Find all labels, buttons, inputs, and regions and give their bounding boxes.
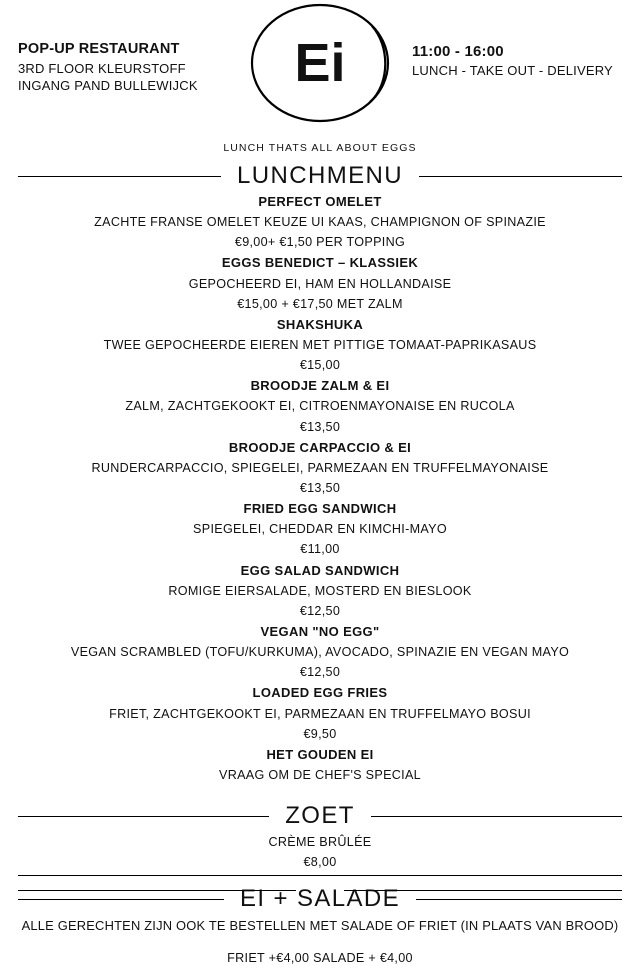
- menu-item: [18, 499, 622, 559]
- menu-item-name: BROODJE CARPACCIO & EI: [228, 439, 412, 455]
- menu-item-description: SPIEGELEI, CHEDDAR EN KIMCHI-MAYO: [193, 522, 447, 537]
- menu-item-name: EGGS BENEDICT – KLASSIEK: [221, 255, 419, 271]
- menu-item: [18, 253, 622, 313]
- zoet-title-row: [0, 802, 640, 830]
- menu-item-name: CRÈME BRÛLÉE: [268, 835, 372, 850]
- menu-item: [18, 315, 622, 375]
- menu-item-description: TWEE GEPOCHEERDE EIEREN MET PITTIGE TOMAAT-PAPRIKASAUS: [103, 337, 537, 352]
- salade-note: ALLE GERECHTEN ZIJN OOK TE BESTELLEN MET SALADE OF FRIET (IN PLAATS VAN BROOD): [21, 918, 619, 934]
- menu-item-description: ZALM, ZACHTGEKOOKT EI, CITROENMAYONAISE EN RUCOLA: [125, 399, 515, 414]
- divider-split: [18, 890, 622, 891]
- divider-right: [344, 890, 622, 891]
- lunchmenu-items: [0, 192, 640, 785]
- lunchmenu-title: LUNCHMENU: [237, 162, 403, 189]
- menu-item-price: €9,00+ €1,50 PER TOPPING: [234, 235, 406, 250]
- menu-item-price: €15,00: [299, 358, 341, 373]
- divider-right: [371, 816, 622, 817]
- menu-item: [18, 438, 622, 498]
- menu-item-price: €12,50: [299, 603, 341, 618]
- menu-item-name: FRIED EGG SANDWICH: [243, 501, 397, 517]
- restaurant-info: [18, 40, 218, 95]
- menu-item: [18, 376, 622, 436]
- divider-left: [18, 890, 296, 891]
- divider-right: [416, 899, 622, 900]
- menu-item: [18, 832, 622, 872]
- menu-header: [0, 0, 640, 130]
- menu-item-price: €13,50: [299, 419, 341, 434]
- opening-hours-info: [412, 40, 622, 80]
- egg-logo: [240, 2, 400, 124]
- menu-item: [18, 683, 622, 743]
- menu-item-price: €9,50: [303, 726, 337, 741]
- menu-item-description: FRIET, ZACHTGEKOOKT EI, PARMEZAAN EN TRUFFELMAYO BOSUI: [109, 706, 531, 721]
- menu-item-name: PERFECT OMELET: [258, 194, 382, 209]
- zoet-title: ZOET: [285, 802, 355, 830]
- service-types: LUNCH - TAKE OUT - DELIVERY: [412, 63, 613, 79]
- menu-item-description: ROMIGE EIERSALADE, MOSTERD EN BIESLOOK: [168, 583, 472, 598]
- restaurant-entrance: INGANG PAND BULLEWIJCK: [18, 78, 198, 94]
- divider-left: [18, 816, 269, 817]
- logo-text: Ei: [294, 33, 346, 93]
- menu-item: [18, 745, 622, 785]
- divider-right: [419, 176, 622, 177]
- menu-item-price: €12,50: [299, 665, 341, 680]
- salade-title: EI + SALADE: [239, 885, 401, 913]
- menu-item-description: VEGAN SCRAMBLED (TOFU/KURKUMA), AVOCADO, SPINAZIE EN VEGAN MAYO: [70, 645, 570, 660]
- divider-full: [18, 875, 622, 876]
- menu-item: [18, 192, 622, 252]
- restaurant-name: POP-UP RESTAURANT: [18, 41, 180, 57]
- menu-item-name: VEGAN "NO EGG": [260, 623, 380, 639]
- divider-left: [18, 899, 224, 900]
- tagline: LUNCH THATS ALL ABOUT EGGS: [223, 142, 417, 154]
- menu-item-price: €8,00: [303, 855, 337, 870]
- menu-item-description: RUNDERCARPACCIO, SPIEGELEI, PARMEZAAN EN TRUFFELMAYONAISE: [91, 460, 549, 475]
- menu-item: [18, 622, 622, 682]
- menu-item-name: EGG SALAD SANDWICH: [240, 562, 400, 578]
- menu-item-name: SHAKSHUKA: [276, 316, 364, 332]
- menu-item-description: VRAAG OM DE CHEF'S SPECIAL: [219, 767, 421, 782]
- menu-item-name: LOADED EGG FRIES: [252, 685, 388, 701]
- footer-dividers: [0, 875, 640, 891]
- opening-hours: 11:00 - 16:00: [412, 43, 504, 60]
- menu-item: [18, 561, 622, 621]
- menu-item-description: ZACHTE FRANSE OMELET KEUZE UI KAAS, CHAMPIGNON OF SPINAZIE: [94, 215, 546, 230]
- divider-left: [18, 176, 221, 177]
- menu-item-price: €15,00 + €17,50 MET ZALM: [237, 296, 403, 311]
- menu-item-description: GEPOCHEERD EI, HAM EN HOLLANDAISE: [188, 276, 452, 291]
- zoet-items: [0, 832, 640, 872]
- restaurant-floor: 3RD FLOOR KLEURSTOFF: [18, 60, 186, 76]
- menu-item-name: HET GOUDEN EI: [266, 746, 374, 762]
- salade-note-sub: FRIET +€4,00 SALADE + €4,00: [227, 951, 413, 965]
- lunchmenu-title-row: [0, 162, 640, 190]
- menu-item-price: €13,50: [299, 480, 341, 495]
- menu-item-price: €11,00: [300, 542, 340, 557]
- menu-item-name: BROODJE ZALM & EI: [250, 378, 390, 394]
